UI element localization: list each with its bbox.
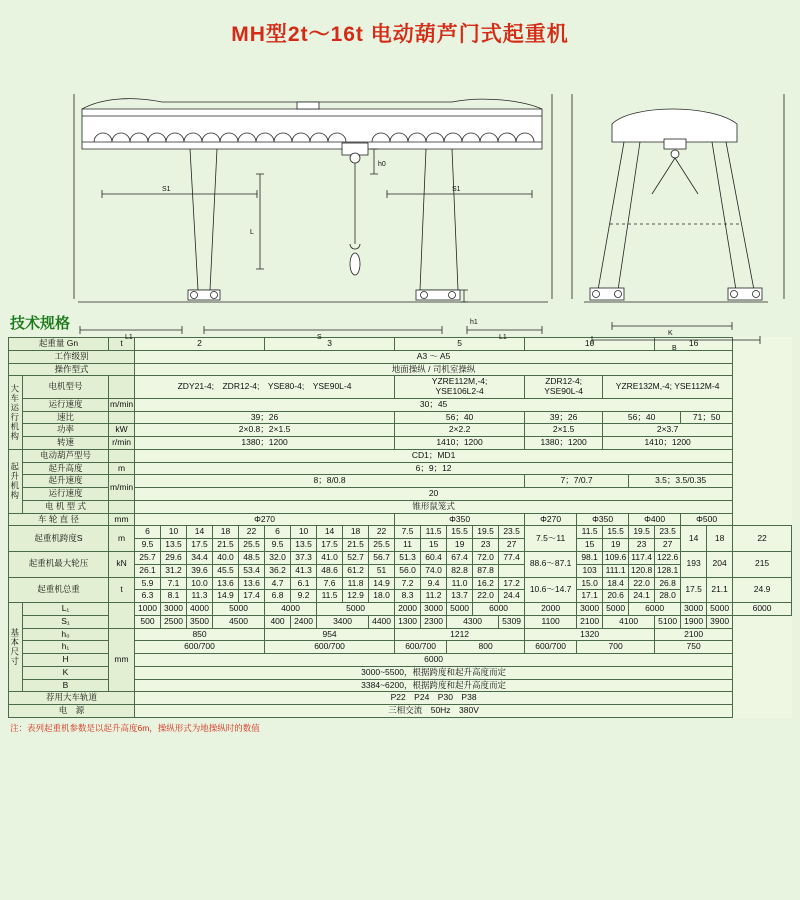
- weight-b18: 24.1: [629, 590, 655, 603]
- row-label-pressure: 起重机最大轮压: [9, 552, 109, 578]
- pressure-t5: 32.0: [265, 552, 291, 565]
- h1-3: 800: [447, 641, 525, 654]
- pressure-b12: 82.8: [447, 564, 473, 577]
- pressure-b6: 41.3: [291, 564, 317, 577]
- group-label-hoist: 起升机构: [9, 449, 23, 513]
- group-label-dims: 基本尺寸: [9, 603, 23, 692]
- table-row-power: [9, 424, 792, 437]
- weight-b4: 17.4: [239, 590, 265, 603]
- S1-7: 4400: [369, 615, 395, 628]
- weight-t0: 5.9: [135, 577, 161, 590]
- span-b5: 9.5: [265, 539, 291, 552]
- S1-1: 2500: [161, 615, 187, 628]
- dim-label-s1-left: S1: [162, 186, 171, 193]
- weight-t12: 11.0: [447, 577, 473, 590]
- weight-b7: 11.5: [317, 590, 343, 603]
- pressure-t15: 88.6～87.1: [525, 552, 577, 578]
- row-label-L1: L₁: [23, 603, 109, 616]
- S1-9: 2300: [421, 615, 447, 628]
- duty-value: A3 ～ A5: [135, 350, 733, 363]
- row-label-H: H: [23, 654, 109, 667]
- table-row-L1: [9, 603, 792, 616]
- power-1: 2×0.8；2×1.5: [135, 424, 395, 437]
- ratio-3: 39；26: [525, 411, 603, 424]
- L1-14: 3000: [681, 603, 707, 616]
- wheel-3: Φ270: [525, 513, 577, 526]
- L1-4: 4000: [265, 603, 317, 616]
- pressure-b19: 128.1: [655, 564, 681, 577]
- row-label-run-speed: 运行速度: [23, 488, 109, 501]
- weight-t17: 18.4: [603, 577, 629, 590]
- S1-15: 5100: [655, 615, 681, 628]
- row-label-rpm: 转速: [23, 437, 109, 450]
- weight-t2: 10.0: [187, 577, 213, 590]
- pressure-t6: 37.3: [291, 552, 317, 565]
- row-unit-wheel: mm: [109, 513, 135, 526]
- row-label-travel-speed: 运行速度: [23, 398, 109, 411]
- table-row-lift-height: [9, 462, 792, 475]
- hoist-model-value: CD1；MD1: [135, 449, 733, 462]
- row-label-power: 功率: [23, 424, 109, 437]
- L1-11: 3000: [577, 603, 603, 616]
- weight-t8: 11.8: [343, 577, 369, 590]
- ratio-4: 56；40: [603, 411, 681, 424]
- pressure-t4: 48.5: [239, 552, 265, 565]
- rpm-4: 1410；1200: [603, 437, 733, 450]
- wheel-1: Φ270: [135, 513, 395, 526]
- table-row-travel-speed: [9, 398, 792, 411]
- L1-13: 6000: [629, 603, 681, 616]
- pressure-t1: 29.6: [161, 552, 187, 565]
- span-t13: 19.5: [473, 526, 499, 539]
- weight-t6: 6.1: [291, 577, 317, 590]
- pressure-t12: 67.4: [447, 552, 473, 565]
- h0-0: 850: [135, 628, 265, 641]
- table-row-power-supply: [9, 705, 792, 718]
- span-b9: 25.5: [369, 539, 395, 552]
- row-label-B: B: [23, 679, 109, 692]
- row-label-duty: 工作级别: [9, 350, 135, 363]
- row-unit-weight: t: [109, 577, 135, 603]
- span-t9: 22: [369, 526, 395, 539]
- wheel-4: Φ350: [577, 513, 629, 526]
- control-value: 地面操纵 / 司机室操纵: [135, 363, 733, 376]
- span-t1: 10: [161, 526, 187, 539]
- pressure-b4: 53.4: [239, 564, 265, 577]
- pressure-b8: 61.2: [343, 564, 369, 577]
- row-label-hoist-model: 电动葫芦型号: [23, 449, 109, 462]
- span-t3: 18: [213, 526, 239, 539]
- pressure-t0: 25.7: [135, 552, 161, 565]
- power-2: 2×2.2: [395, 424, 525, 437]
- pressure-b11: 74.0: [421, 564, 447, 577]
- pressure-b13: 87.8: [473, 564, 499, 577]
- span-t5: 6: [265, 526, 291, 539]
- capacity-3: 3: [265, 338, 395, 351]
- row-label-h1: h₁: [23, 641, 109, 654]
- pressure-b14: [499, 564, 525, 577]
- row-label-K: K: [23, 666, 109, 679]
- weight-b12: 13.7: [447, 590, 473, 603]
- span-t10: 7.5: [395, 526, 421, 539]
- motor-model-3: ZDR12-4; YSE90L-4: [525, 376, 603, 399]
- weight-b0: 6.3: [135, 590, 161, 603]
- table-row-rpm: [9, 437, 792, 450]
- table-row-span-top: [9, 526, 792, 539]
- motor-model-1: ZDY21-4; ZDR12-4; YSE80-4; YSE90L-4: [135, 376, 395, 399]
- rpm-1: 1380；1200: [135, 437, 395, 450]
- h1-5: 700: [577, 641, 655, 654]
- L1-15: 5000: [707, 603, 733, 616]
- spec-table-wrapper: [8, 337, 792, 718]
- dim-label-h0: h0: [378, 161, 386, 168]
- row-label-lift-speed: 起升速度: [23, 475, 109, 488]
- span-b17: 19: [603, 539, 629, 552]
- capacity-2: 2: [135, 338, 265, 351]
- rpm-2: 1410；1200: [395, 437, 525, 450]
- pressure-b5: 36.2: [265, 564, 291, 577]
- weight-b9: 18.0: [369, 590, 395, 603]
- h0-1: 954: [265, 628, 395, 641]
- S1-8: 1300: [395, 615, 421, 628]
- dim-label-s1-right: S1: [452, 186, 461, 193]
- dim-label-b: B: [672, 345, 677, 352]
- motor-type-value: 锥形鼠笼式: [135, 500, 733, 513]
- span-b16: 15: [577, 539, 603, 552]
- wheel-5: Φ400: [629, 513, 681, 526]
- h1-4: 600/700: [525, 641, 577, 654]
- L1-6: 2000: [395, 603, 421, 616]
- table-row-rail: [9, 692, 792, 705]
- page-title: MH型2t～16t 电动葫芦门式起重机: [231, 23, 569, 46]
- span-b19: 27: [655, 539, 681, 552]
- row-unit-lift-height: m: [109, 462, 135, 475]
- rpm-3: 1380；1200: [525, 437, 603, 450]
- H-value: 6000: [135, 654, 733, 667]
- weight-t21: 21.1: [707, 577, 733, 603]
- weight-t10: 7.2: [395, 577, 421, 590]
- pressure-b2: 39.6: [187, 564, 213, 577]
- power-4: 2×3.7: [603, 424, 733, 437]
- pressure-t20: 193: [681, 552, 707, 578]
- S1-16: 1900: [681, 615, 707, 628]
- pressure-b1: 31.2: [161, 564, 187, 577]
- section-title: 技术规格: [10, 315, 71, 332]
- S1-2: 3500: [187, 615, 213, 628]
- ratio-5: 71；50: [681, 411, 733, 424]
- pressure-t13: 72.0: [473, 552, 499, 565]
- dim-label-l1-left: L1: [125, 334, 133, 341]
- table-row-motor-model: [9, 376, 792, 399]
- row-label-span: 起重机跨度S: [9, 526, 109, 552]
- capacity-10: 10: [525, 338, 655, 351]
- span-b7: 17.5: [317, 539, 343, 552]
- row-unit-power: kW: [109, 424, 135, 437]
- span-t17: 15.5: [603, 526, 629, 539]
- weight-b13: 22.0: [473, 590, 499, 603]
- row-label-control: 操作型式: [9, 363, 135, 376]
- travel-speed-value: 30；45: [135, 398, 733, 411]
- rail-value: P22 P24 P30 P38: [135, 692, 733, 705]
- span-t0: 6: [135, 526, 161, 539]
- span-t15: 7.5～11: [525, 526, 577, 552]
- weight-t11: 9.4: [421, 577, 447, 590]
- pressure-t17: 109.6: [603, 552, 629, 565]
- S1-14: 4100: [603, 615, 655, 628]
- wheel-2: Φ350: [395, 513, 525, 526]
- row-unit-motor-type: [109, 500, 135, 513]
- pressure-t14: 77.4: [499, 552, 525, 565]
- weight-t9: 14.9: [369, 577, 395, 590]
- span-t2: 14: [187, 526, 213, 539]
- ratio-2: 56；40: [395, 411, 525, 424]
- row-label-lift-height: 起升高度: [23, 462, 109, 475]
- run-speed-value: 20: [135, 488, 733, 501]
- weight-b11: 11.2: [421, 590, 447, 603]
- L1-3: 5000: [213, 603, 265, 616]
- span-t11: 11.5: [421, 526, 447, 539]
- table-row-lift-speed: [9, 475, 792, 488]
- weight-b6: 9.2: [291, 590, 317, 603]
- row-label-motor-type: 电 机 型 式: [23, 500, 109, 513]
- span-t20: 14: [681, 526, 707, 552]
- power-3: 2×1.5: [525, 424, 603, 437]
- lift-speed-1: 8；8/0.8: [135, 475, 525, 488]
- span-t18: 19.5: [629, 526, 655, 539]
- h0-3: 1320: [525, 628, 655, 641]
- dim-label-k: K: [668, 330, 673, 337]
- h0-4: 2100: [655, 628, 733, 641]
- weight-b14: 24.4: [499, 590, 525, 603]
- S1-6: 3400: [317, 615, 369, 628]
- weight-b5: 6.8: [265, 590, 291, 603]
- pressure-b16: 103: [577, 564, 603, 577]
- pressure-t10: 51.3: [395, 552, 421, 565]
- row-unit-capacity: t: [109, 338, 135, 351]
- pressure-t2: 34.4: [187, 552, 213, 565]
- lift-height-value: 6；9；12: [135, 462, 733, 475]
- span-t6: 10: [291, 526, 317, 539]
- pressure-b9: 51: [369, 564, 395, 577]
- weight-t16: 15.0: [577, 577, 603, 590]
- span-b18: 23: [629, 539, 655, 552]
- weight-t22: 24.9: [733, 577, 792, 603]
- B-value: 3384~6200，根据跨度和起升高度而定: [135, 679, 733, 692]
- table-row-hoist-model: [9, 449, 792, 462]
- span-b0: 9.5: [135, 539, 161, 552]
- weight-b2: 11.3: [187, 590, 213, 603]
- group-label-travel: 大车运行机构: [9, 376, 23, 450]
- pressure-b0: 26.1: [135, 564, 161, 577]
- pressure-t9: 56.7: [369, 552, 395, 565]
- weight-t13: 16.2: [473, 577, 499, 590]
- span-b12: 19: [447, 539, 473, 552]
- pressure-b7: 48.6: [317, 564, 343, 577]
- h1-1: 600/700: [265, 641, 395, 654]
- row-label-rail: 荐用大车轨道: [9, 692, 135, 705]
- S1-13: 2100: [577, 615, 603, 628]
- pressure-t3: 40.0: [213, 552, 239, 565]
- span-t22: 22: [733, 526, 792, 552]
- weight-t20: 17.5: [681, 577, 707, 603]
- span-t12: 15.5: [447, 526, 473, 539]
- spec-table: [8, 337, 792, 718]
- pressure-t11: 60.4: [421, 552, 447, 565]
- wheel-6: Φ500: [681, 513, 733, 526]
- table-row-pressure-top: [9, 552, 792, 565]
- L1-12: 5000: [603, 603, 629, 616]
- h1-0: 600/700: [135, 641, 265, 654]
- span-b2: 17.5: [187, 539, 213, 552]
- table-row-motor-type: [9, 500, 792, 513]
- pressure-b3: 45.5: [213, 564, 239, 577]
- L1-5: 5000: [317, 603, 395, 616]
- span-b14: 27: [499, 539, 525, 552]
- K-value: 3000~5500，根据跨度和起升高度而定: [135, 666, 733, 679]
- span-t21: 18: [707, 526, 733, 552]
- S1-5: 2400: [291, 615, 317, 628]
- L1-10: 2000: [525, 603, 577, 616]
- motor-model-2: YZRE112M,-4; YSE106L2-4: [395, 376, 525, 399]
- span-b13: 23: [473, 539, 499, 552]
- row-unit-pressure: kN: [109, 552, 135, 578]
- span-t14: 23.5: [499, 526, 525, 539]
- span-t4: 22: [239, 526, 265, 539]
- motor-model-4: YZRE132M,-4; YSE112M-4: [603, 376, 733, 399]
- span-t19: 23.5: [655, 526, 681, 539]
- h1-6: 750: [655, 641, 733, 654]
- capacity-5: 5: [395, 338, 525, 351]
- table-row-weight-top: [9, 577, 792, 590]
- h1-2: 600/700: [395, 641, 447, 654]
- weight-t19: 26.8: [655, 577, 681, 590]
- row-unit-travel-speed: m/min: [109, 398, 135, 411]
- span-b4: 25.5: [239, 539, 265, 552]
- row-unit-h0: mm: [109, 628, 135, 692]
- lift-speed-2: 7；7/0.7: [525, 475, 629, 488]
- pressure-t22: 215: [733, 552, 792, 578]
- S1-11: 5309: [499, 615, 525, 628]
- L1-2: 4000: [187, 603, 213, 616]
- span-t16: 11.5: [577, 526, 603, 539]
- S1-10: 4300: [447, 615, 499, 628]
- row-unit-motor-model: [109, 376, 135, 399]
- row-label-weight: 起重机总重: [9, 577, 109, 603]
- row-unit-rpm: r/min: [109, 437, 135, 450]
- weight-b17: 20.6: [603, 590, 629, 603]
- span-t7: 14: [317, 526, 343, 539]
- pressure-t8: 52.7: [343, 552, 369, 565]
- weight-b10: 8.3: [395, 590, 421, 603]
- weight-t7: 7.6: [317, 577, 343, 590]
- span-b1: 13.5: [161, 539, 187, 552]
- pressure-t18: 117.4: [629, 552, 655, 565]
- L1-7: 3000: [421, 603, 447, 616]
- weight-t15: 10.6～14.7: [525, 577, 577, 603]
- row-label-wheel: 车 轮 直 径: [9, 513, 109, 526]
- pressure-b18: 120.8: [629, 564, 655, 577]
- S1-3: 4500: [213, 615, 265, 628]
- row-unit-lift-speed: m/min: [109, 475, 135, 501]
- pressure-t7: 41.0: [317, 552, 343, 565]
- row-unit-hoist-model: [109, 449, 135, 462]
- table-note: 注：表列起重机参数是以起升高度6m，操纵形式为地操纵时的数值: [10, 722, 260, 733]
- h0-2: 1212: [395, 628, 525, 641]
- L1-16: 6000: [733, 603, 792, 616]
- row-unit-span: m: [109, 526, 135, 552]
- S1-4: 400: [265, 615, 291, 628]
- weight-t14: 17.2: [499, 577, 525, 590]
- row-label-h0: h₀: [23, 628, 109, 641]
- L1-0: 1000: [135, 603, 161, 616]
- row-label-power-supply: 电 源: [9, 705, 135, 718]
- span-b6: 13.5: [291, 539, 317, 552]
- row-unit-L1: [109, 603, 135, 629]
- table-row-duty: [9, 350, 792, 363]
- weight-t5: 4.7: [265, 577, 291, 590]
- pressure-t16: 98.1: [577, 552, 603, 565]
- span-b8: 21.5: [343, 539, 369, 552]
- table-row-ratio: [9, 411, 792, 424]
- row-label-motor-model: 电机型号: [23, 376, 109, 399]
- power-supply-value: 三相交流 50Hz 380V: [135, 705, 733, 718]
- L1-1: 3000: [161, 603, 187, 616]
- table-row-wheel: [9, 513, 792, 526]
- weight-b3: 14.9: [213, 590, 239, 603]
- span-b3: 21.5: [213, 539, 239, 552]
- pressure-t19: 122.6: [655, 552, 681, 565]
- S1-12: 1100: [525, 615, 577, 628]
- S1-0: 500: [135, 615, 161, 628]
- weight-b1: 8.1: [161, 590, 187, 603]
- pressure-t21: 204: [707, 552, 733, 578]
- row-unit-ratio: [109, 411, 135, 424]
- dim-label-l: L: [250, 229, 254, 236]
- ratio-1: 39；26: [135, 411, 395, 424]
- table-row-control: [9, 363, 792, 376]
- row-label-capacity: 起重量 Gn: [9, 338, 109, 351]
- lift-speed-3: 3.5；3.5/0.35: [629, 475, 733, 488]
- table-row-h0: [9, 628, 792, 641]
- row-label-ratio: 速比: [23, 411, 109, 424]
- span-b11: 15: [421, 539, 447, 552]
- weight-b16: 17.1: [577, 590, 603, 603]
- dim-label-s: S: [317, 334, 322, 341]
- pressure-b10: 56.0: [395, 564, 421, 577]
- dim-label-h1: h1: [470, 319, 478, 326]
- pressure-b17: 111.1: [603, 564, 629, 577]
- weight-t18: 22.0: [629, 577, 655, 590]
- S1-17: 3900: [707, 615, 733, 628]
- span-b10: 11: [395, 539, 421, 552]
- span-t8: 18: [343, 526, 369, 539]
- capacity-16: 16: [655, 338, 733, 351]
- L1-8: 5000: [447, 603, 473, 616]
- weight-b8: 12.9: [343, 590, 369, 603]
- weight-t1: 7.1: [161, 577, 187, 590]
- weight-b19: 28.0: [655, 590, 681, 603]
- weight-t3: 13.6: [213, 577, 239, 590]
- row-label-S1: S₁: [23, 615, 109, 628]
- weight-t4: 13.6: [239, 577, 265, 590]
- dim-label-l1-right: L1: [499, 334, 507, 341]
- L1-9: 6000: [473, 603, 525, 616]
